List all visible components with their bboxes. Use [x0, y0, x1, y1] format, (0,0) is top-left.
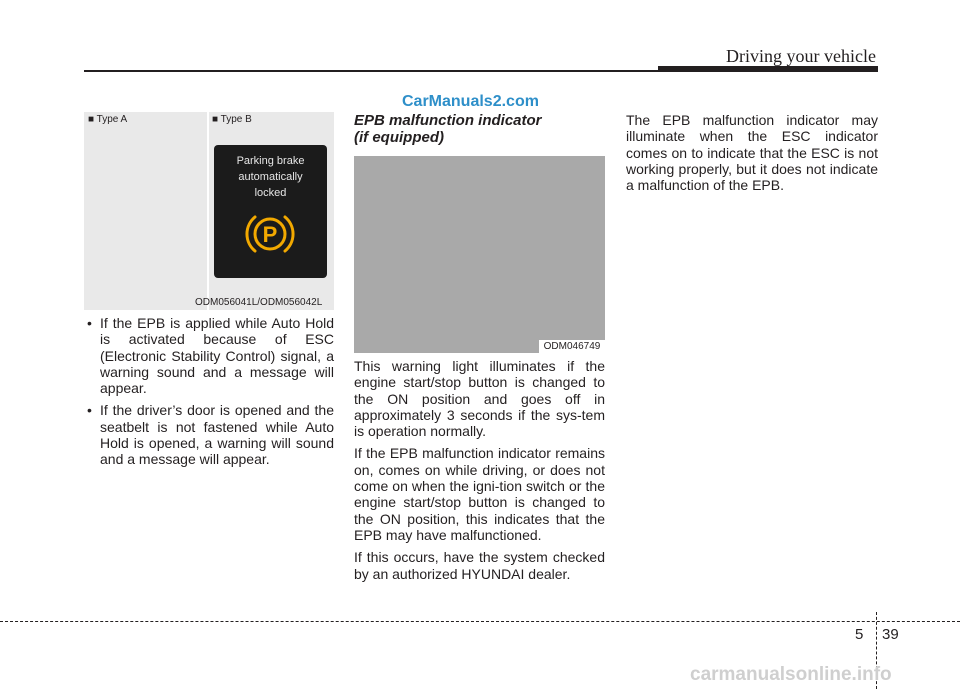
- cluster-message: [214, 153, 327, 201]
- paragraph: This warning light illuminates if the engine start/stop button is changed to the ON position and goes off in approximately 3 seconds if the sys-tem is operation normally.: [354, 358, 605, 440]
- page-header-title: Driving your vehicle: [726, 46, 876, 66]
- indicator-photo: [354, 156, 605, 353]
- section-body: [354, 358, 605, 588]
- section-title-line: (if equipped): [354, 129, 444, 146]
- section-title-line: EPB malfunction indicator: [354, 112, 542, 129]
- watermark-top[interactable]: CarManuals2.com: [402, 93, 539, 110]
- paragraph: If the EPB malfunction indicator remains on, comes on while driving, or does not come on when the igni-tion switch or the engine start/stop button is changed to the ON position, this indicates that the EPB may have malfunctioned.: [354, 445, 605, 543]
- list-item: • If the driver’s door is opened and the seatbelt is not fastened while Auto Hold is opened, a warning will sound and a message will appear.: [84, 402, 334, 467]
- figure-code: ODM056041L/ODM056042L: [195, 297, 323, 308]
- photo-code: ODM046749: [539, 340, 605, 353]
- chapter-number: 5: [855, 626, 864, 643]
- parking-brake-icon-letter: P: [262, 222, 278, 247]
- bullet-list: [84, 315, 334, 474]
- header-rule: [84, 70, 660, 72]
- cluster-message-line: locked: [254, 187, 287, 199]
- right-paragraph: The EPB malfunction indicator may illuminate when the ESC indicator comes on to indicate that the ESC is not working properly, but it does not indicate a malfunction of the EPB.: [626, 112, 878, 194]
- cluster-message-line: automatically: [238, 171, 303, 183]
- section-title: [354, 112, 542, 146]
- page-number: 39: [882, 626, 899, 643]
- paragraph: If this occurs, have the system checked by an authorized HYUNDAI dealer.: [354, 549, 605, 582]
- figure-divider: [207, 112, 209, 310]
- list-item: • If the EPB is applied while Auto Hold is activated because of ESC (Electronic Stability Control) signal, a warning sound and a message will appear.: [84, 315, 334, 396]
- cluster-message-line: Parking brake: [236, 155, 305, 167]
- header-rule-thick: [658, 66, 878, 72]
- type-a-label: ■ Type A: [88, 114, 128, 125]
- type-b-label: ■ Type B: [212, 114, 252, 125]
- footer-rule: [0, 621, 960, 622]
- watermark-bottom[interactable]: carmanualsonline.info: [690, 664, 892, 685]
- parking-brake-icon: [243, 212, 297, 256]
